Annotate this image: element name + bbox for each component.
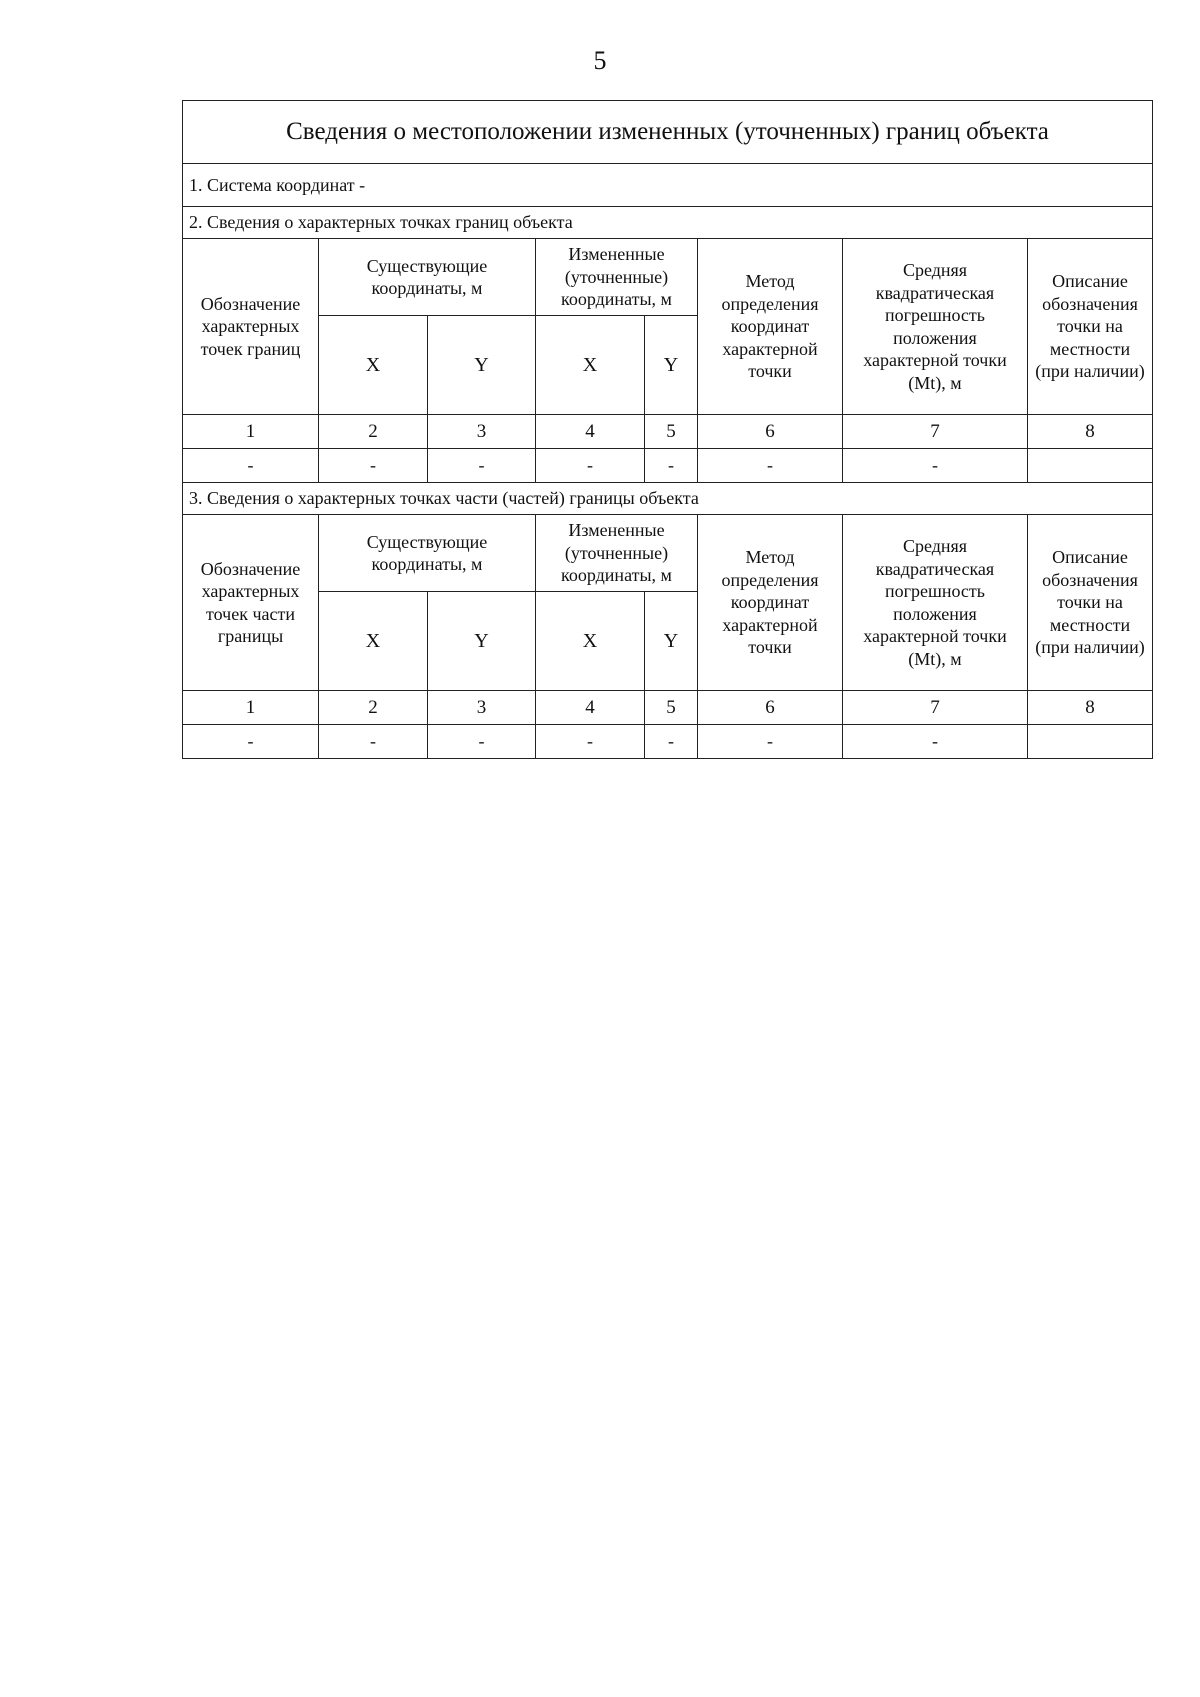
s3-cell-7: - (843, 725, 1028, 759)
s3-col-changed: Измененные (уточненные) координаты, м (536, 515, 698, 592)
s2-col-designation: Обозначение характерных точек границ (183, 239, 319, 415)
s2-cell-5: - (645, 449, 698, 483)
s3-num-8: 8 (1028, 691, 1153, 725)
s2-col-description: Описание обозначения точки на местности (при наличии) (1028, 239, 1153, 415)
table-title: Сведения о местоположении измененных (уточненных) границ объекта (183, 101, 1153, 164)
s2-cell-3: - (428, 449, 536, 483)
s3-col-method: Метод определения координат характерной точки (698, 515, 843, 691)
s2-num-3: 3 (428, 415, 536, 449)
s2-cell-7: - (843, 449, 1028, 483)
s3-data-row (183, 725, 1153, 759)
s3-num-7: 7 (843, 691, 1028, 725)
s3-cell-4: - (536, 725, 645, 759)
s2-num-6: 6 (698, 415, 843, 449)
s3-num-3: 3 (428, 691, 536, 725)
s2-axis-x-changed: X (536, 316, 645, 415)
s3-num-6: 6 (698, 691, 843, 725)
s2-cell-6: - (698, 449, 843, 483)
s3-num-5: 5 (645, 691, 698, 725)
s3-cell-2: - (319, 725, 428, 759)
s2-axis-y-existing: Y (428, 316, 536, 415)
s3-col-existing: Существующие координаты, м (319, 515, 536, 592)
s2-num-8: 8 (1028, 415, 1153, 449)
s3-number-row (183, 691, 1153, 725)
s3-num-1: 1 (183, 691, 319, 725)
s3-axis-x-existing: X (319, 592, 428, 691)
s2-col-existing: Существующие координаты, м (319, 239, 536, 316)
s3-axis-y-changed: Y (645, 592, 698, 691)
s2-num-1: 1 (183, 415, 319, 449)
s2-num-2: 2 (319, 415, 428, 449)
s2-axis-x-existing: X (319, 316, 428, 415)
s2-data-row (183, 449, 1153, 483)
s3-cell-8 (1028, 725, 1153, 759)
s3-axis-x-changed: X (536, 592, 645, 691)
s3-cell-6: - (698, 725, 843, 759)
coordinate-system: 1. Система координат - (183, 164, 1153, 207)
s3-col-description: Описание обозначения точки на местности (при наличии) (1028, 515, 1153, 691)
boundary-table (182, 100, 1153, 759)
section3-heading: 3. Сведения о характерных точках части (частей) границы объекта (183, 483, 1153, 515)
s2-cell-1: - (183, 449, 319, 483)
s3-cell-3: - (428, 725, 536, 759)
s3-num-2: 2 (319, 691, 428, 725)
s2-num-4: 4 (536, 415, 645, 449)
s2-cell-2: - (319, 449, 428, 483)
s3-axis-y-existing: Y (428, 592, 536, 691)
s2-num-5: 5 (645, 415, 698, 449)
s2-number-row (183, 415, 1153, 449)
s3-cell-1: - (183, 725, 319, 759)
s2-cell-8 (1028, 449, 1153, 483)
s3-cell-5: - (645, 725, 698, 759)
section2-heading: 2. Сведения о характерных точках границ объекта (183, 207, 1153, 239)
s2-axis-y-changed: Y (645, 316, 698, 415)
s2-num-7: 7 (843, 415, 1028, 449)
s3-col-error: Средняя квадратическая погрешность положения характерной точки (Mt), м (843, 515, 1028, 691)
s3-col-designation: Обозначение характерных точек части границы (183, 515, 319, 691)
s3-num-4: 4 (536, 691, 645, 725)
s2-col-method: Метод определения координат характерной точки (698, 239, 843, 415)
s2-cell-4: - (536, 449, 645, 483)
page-number: 5 (593, 46, 607, 75)
s2-col-changed: Измененные (уточненные) координаты, м (536, 239, 698, 316)
s2-col-error: Средняя квадратическая погрешность положения характерной точки (Mt), м (843, 239, 1028, 415)
